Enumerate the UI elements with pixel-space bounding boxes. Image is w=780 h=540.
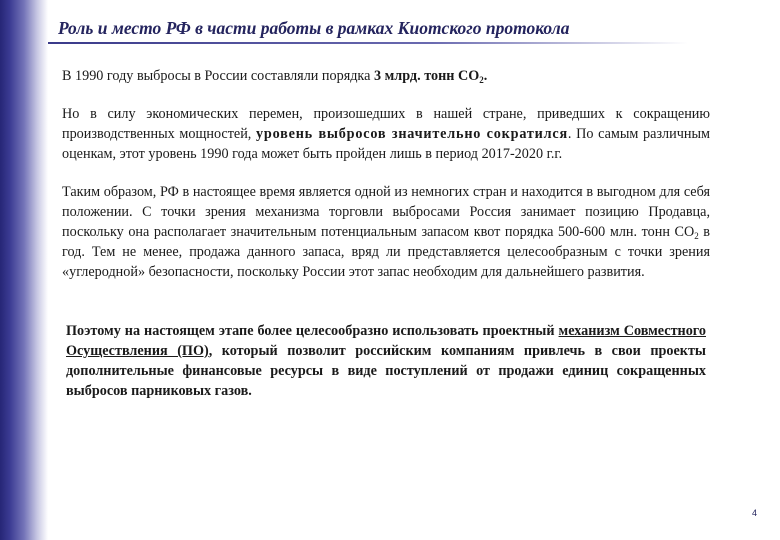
p1-text: В 1990 году выбросы в России составляли порядка — [62, 68, 374, 84]
p2-text-b: . По самым различным оценкам, этот уровень 1990 года может быть пройден лишь в период 2017-2020 г.г. — [62, 126, 710, 162]
p3-text-b: в год. Тем не менее, продажа данного запаса, вряд ли представляется целесообразным с точки зрения «углеродной» безопасности, поскольку России этот запас необходим для дальнейшего развития. — [62, 224, 710, 280]
page-number: 4 — [752, 508, 758, 518]
p3-subscript: 2 — [694, 231, 699, 241]
slide-body — [62, 66, 710, 300]
paragraph-seller-position — [62, 182, 710, 282]
slide-title: Роль и место РФ в части работы в рамках Киотского протокола — [58, 18, 570, 38]
p2-emphasis: уровень выбросов значительно сократился — [256, 126, 568, 142]
joint-implementation-mechanism: механизм Совместного Осуществления (ПО) — [66, 323, 706, 359]
p2-text-a: Но в силу экономических перемен, произошедших в нашей стране, приведших к сокращению производственных мощностей, — [62, 106, 710, 142]
p1-bold-text: 3 млрд. тонн СО — [373, 68, 480, 84]
conclusion-text-a: Поэтому на настоящем этапе более целесообразно использовать проектный — [66, 323, 559, 339]
p1-emission-amount — [374, 68, 487, 84]
p1-subscript: 2 — [479, 75, 484, 85]
conclusion-text-b: , который позволит российским компаниям привлечь в свои проекты дополнительные финансовые ресурсы в виде поступлений от продажи единиц сокращенных выбросов парниковых газов. — [66, 343, 706, 399]
paragraph-emissions-1990 — [62, 66, 710, 86]
decorative-side-bar — [0, 0, 48, 540]
conclusion-paragraph — [66, 321, 706, 401]
title-underline — [48, 42, 688, 44]
p3-text-a: Таким образом, РФ в настоящее время является одной из немногих стран и находится в выгодном для себя положении. С точки зрения механизма торговли выбросами Россия занимает позицию Продавца, поскольку она располагает значительным потенциальным запасом квот порядка 500-600 млн. тонн СО — [62, 184, 710, 240]
p1-end: . — [483, 68, 488, 84]
paragraph-reduction — [62, 104, 710, 164]
